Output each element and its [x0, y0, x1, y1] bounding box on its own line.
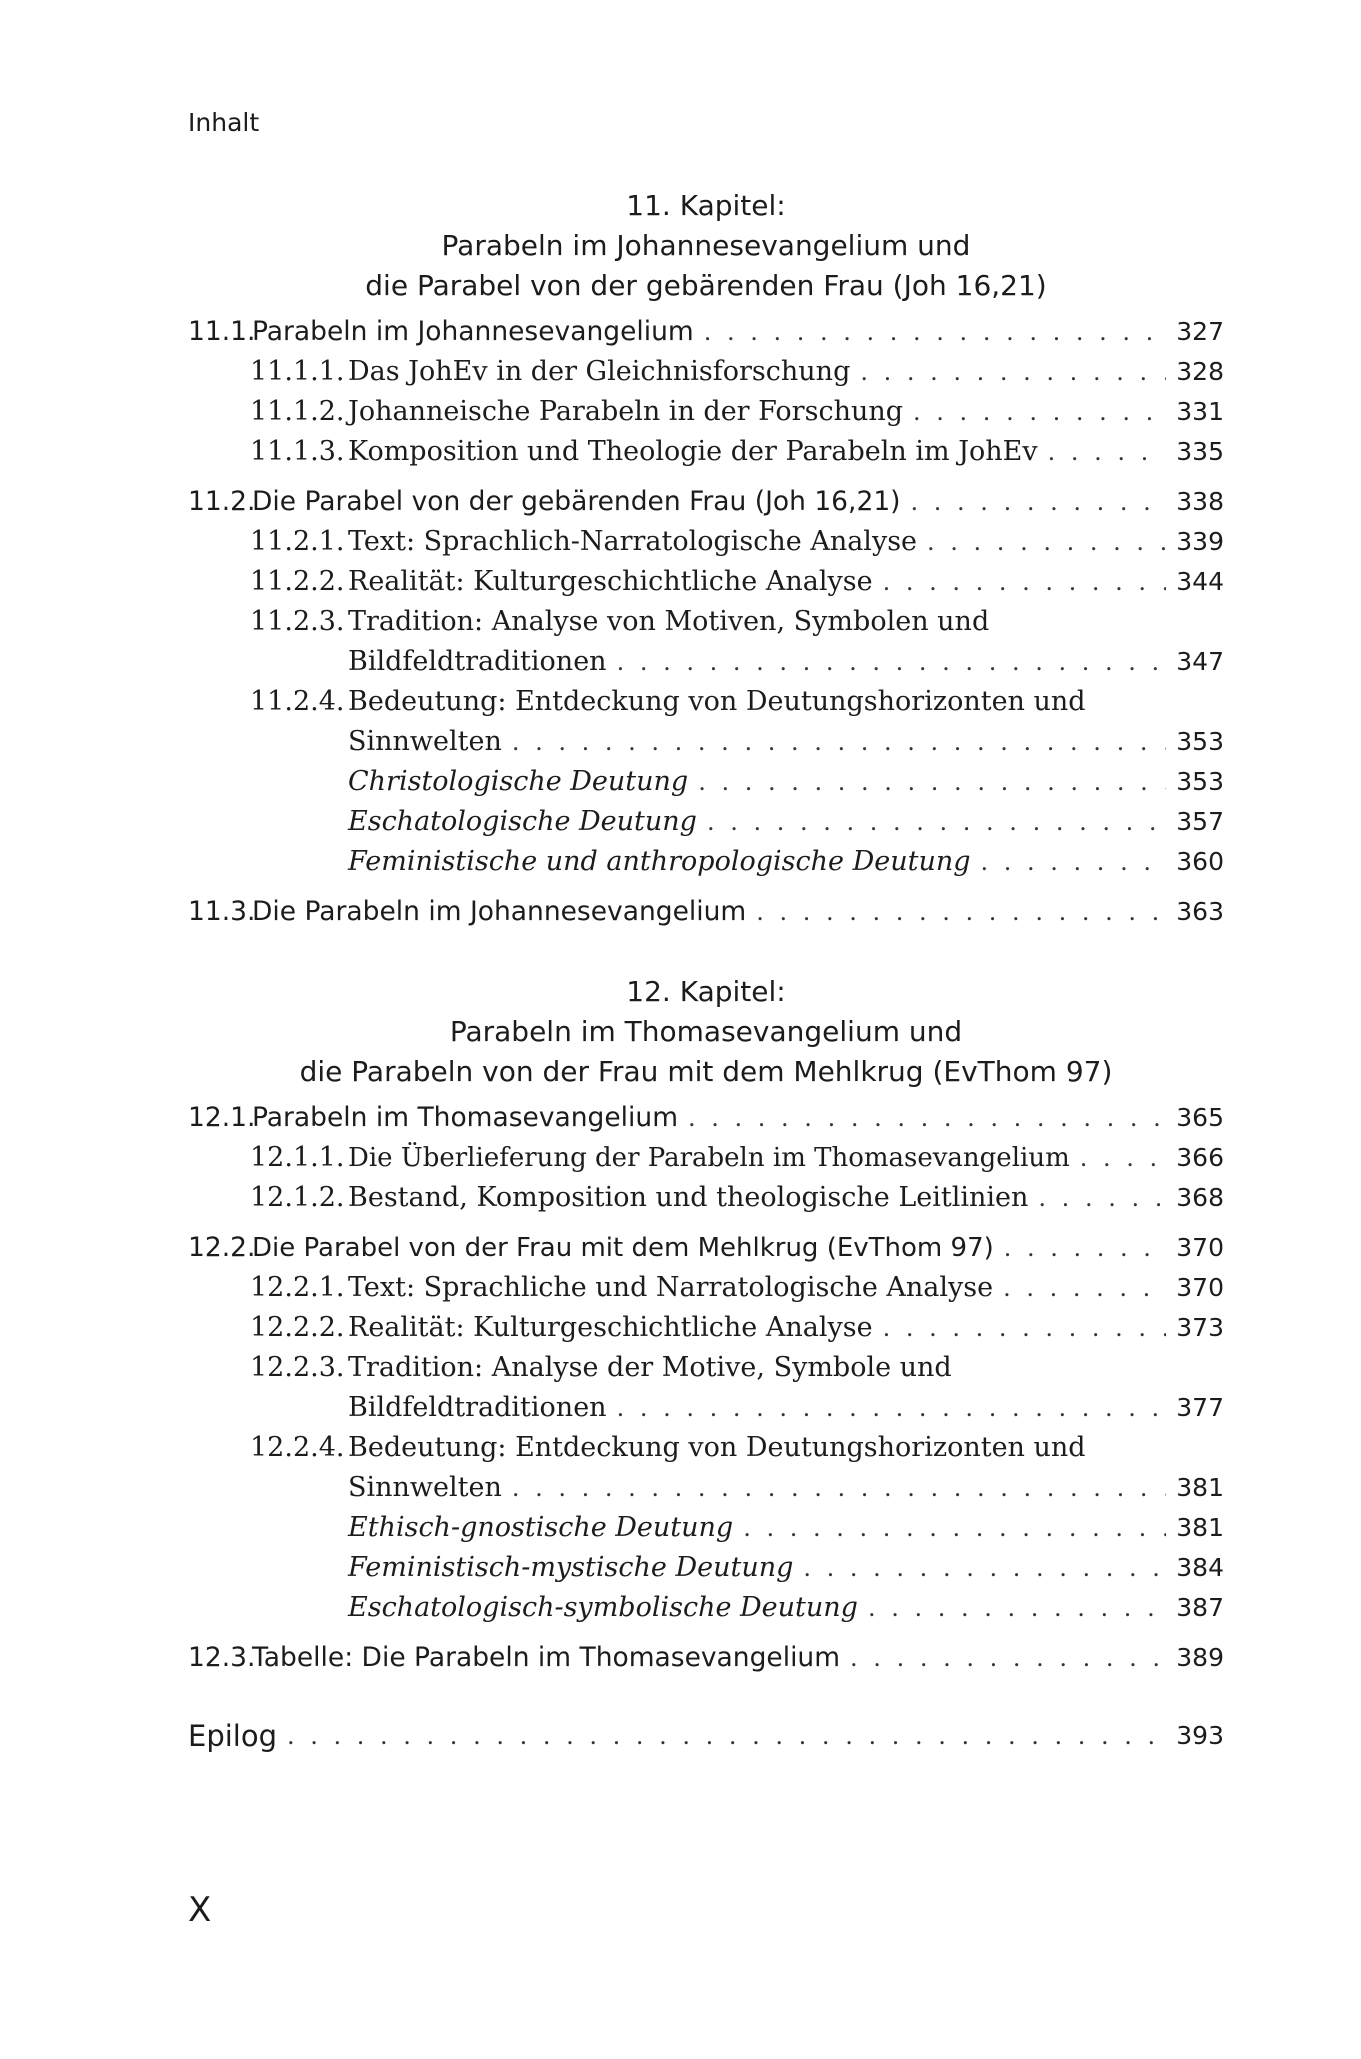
toc-entry-11-1-1[interactable]: [250, 352, 1224, 392]
leader-dots: [927, 522, 1166, 562]
page-number: 363: [1176, 897, 1224, 926]
section-number: 11.2.4.: [250, 686, 345, 717]
toc-entry-11-1-2[interactable]: [250, 392, 1224, 432]
toc-entry-11-2-3[interactable]: [348, 642, 1224, 682]
section-title: Johanneische Parabeln in der Forschung: [348, 396, 904, 427]
page-number: 331: [1176, 397, 1224, 426]
toc-entry-ethisch-gnostische-deutung[interactable]: [348, 1508, 1224, 1548]
section-title: Realität: Kulturgeschichtliche Analyse: [348, 1312, 873, 1343]
page-number: 347: [1176, 647, 1224, 676]
leader-dots: [688, 1098, 1166, 1138]
chapter-label: 12. Kapitel:: [626, 975, 786, 1008]
leader-dots: [617, 1388, 1167, 1428]
page-number: 387: [1176, 1593, 1224, 1622]
page-number: 357: [1176, 807, 1224, 836]
chapter-12-heading: [190, 972, 1222, 1092]
leader-dots: [860, 352, 1166, 392]
section-title: Die Parabel von der gebärenden Frau (Joh 16,21): [252, 486, 901, 517]
page-number: 335: [1176, 437, 1224, 466]
leader-dots: [1080, 1138, 1167, 1178]
page-number: 338: [1176, 487, 1224, 516]
section-title: Bedeutung: Entdeckung von Deutungshorizonten und: [348, 1432, 1086, 1463]
chapter-label: 11. Kapitel:: [626, 189, 786, 222]
chapter-11-heading: [190, 186, 1222, 306]
section-number: 11.1.1.: [250, 356, 345, 387]
leader-dots: [698, 762, 1166, 802]
page-number: 384: [1176, 1553, 1224, 1582]
chapter-title-line: die Parabeln von der Frau mit dem Mehlkrug (EvThom 97): [299, 1055, 1113, 1088]
section-title: Ethisch-gnostische Deutung: [348, 1512, 734, 1543]
chapter-title-line: Parabeln im Thomasevangelium und: [449, 1015, 963, 1048]
chapter-title-line: Parabeln im Johannesevangelium und: [441, 229, 971, 262]
section-title: Feministische und anthropologische Deutung: [348, 846, 971, 877]
section-number: 12.2.: [188, 1232, 256, 1263]
toc-entry-12-2-4-first-line[interactable]: [250, 1428, 1086, 1468]
section-number: 11.3.: [188, 896, 256, 927]
leader-dots: [707, 802, 1166, 842]
leader-dots: [756, 892, 1166, 932]
page-number: 353: [1176, 767, 1224, 796]
toc-entry-12-3[interactable]: [188, 1638, 1224, 1678]
section-number: 12.2.1.: [250, 1272, 345, 1303]
toc-entry-12-2-1[interactable]: [250, 1268, 1224, 1308]
leader-dots: [617, 642, 1167, 682]
toc-entry-epilog[interactable]: [188, 1716, 1224, 1756]
section-title: Eschatologische Deutung: [348, 806, 697, 837]
section-title: Bestand, Komposition und theologische Leitlinien: [348, 1182, 1029, 1213]
section-title-continued: Bildfeldtraditionen: [348, 646, 607, 677]
page-number: 381: [1176, 1473, 1224, 1502]
toc-entry-eschatologische-deutung[interactable]: [348, 802, 1224, 842]
page-number: 328: [1176, 357, 1224, 386]
section-title: Eschatologisch-symbolische Deutung: [348, 1592, 858, 1623]
toc-entry-12-2-4[interactable]: [348, 1468, 1224, 1508]
toc-entry-11-1-3[interactable]: [250, 432, 1224, 472]
toc-entry-11-2-4-first-line[interactable]: [250, 682, 1086, 722]
section-title-continued: Bildfeldtraditionen: [348, 1392, 607, 1423]
page-number: 365: [1176, 1103, 1224, 1132]
leader-dots: [743, 1508, 1166, 1548]
leader-dots: [1004, 1228, 1167, 1268]
section-title-continued: Sinnwelten: [348, 726, 502, 757]
leader-dots: [803, 1548, 1166, 1588]
page-number: 327: [1176, 317, 1224, 346]
leader-dots: [981, 842, 1167, 882]
section-number: 11.2.2.: [250, 566, 345, 597]
section-title: Die Parabel von der Frau mit dem Mehlkrug (EvThom 97): [252, 1233, 994, 1263]
section-title: Epilog: [188, 1719, 277, 1753]
page-number: 344: [1176, 567, 1224, 596]
page-number: 381: [1176, 1513, 1224, 1542]
leader-dots: [883, 562, 1167, 602]
page-number: 373: [1176, 1313, 1224, 1342]
leader-dots: [512, 722, 1166, 762]
page-number: 360: [1176, 847, 1224, 876]
page-number: 368: [1176, 1183, 1224, 1212]
section-title: Realität: Kulturgeschichtliche Analyse: [348, 566, 873, 597]
leader-dots: [1003, 1268, 1166, 1308]
section-number: 11.1.2.: [250, 396, 345, 427]
section-number: 11.2.3.: [250, 606, 345, 637]
section-title: Text: Sprachlich-Narratologische Analyse: [348, 526, 918, 557]
page-folio: X: [188, 1890, 212, 1930]
section-number: 11.2.1.: [250, 526, 345, 557]
toc-entry-eschatologisch-symbolische-deutung[interactable]: [348, 1588, 1224, 1628]
toc-entry-11-2-1[interactable]: [250, 522, 1224, 562]
toc-entry-12-2-3[interactable]: [348, 1388, 1224, 1428]
toc-entry-11-3[interactable]: [188, 892, 1224, 932]
section-title: Parabeln im Thomasevangelium: [252, 1102, 679, 1133]
leader-dots: [911, 482, 1167, 522]
page-number: 393: [1176, 1721, 1224, 1750]
section-number: 12.2.3.: [250, 1352, 345, 1383]
section-title: Tabelle: Die Parabeln im Thomasevangelium: [252, 1642, 841, 1673]
leader-dots: [1038, 1178, 1166, 1218]
section-number: 11.1.: [188, 316, 256, 347]
leader-dots: [287, 1716, 1166, 1756]
section-title: Die Parabeln im Johannesevangelium: [252, 896, 747, 927]
section-title: Feministisch-mystische Deutung: [348, 1552, 794, 1583]
toc-entry-12-2-2[interactable]: [250, 1308, 1224, 1348]
page-number: 377: [1176, 1393, 1224, 1422]
page-number: 366: [1176, 1143, 1224, 1172]
leader-dots: [883, 1308, 1167, 1348]
toc-entry-11-2[interactable]: [188, 482, 1224, 522]
page-number: 370: [1176, 1233, 1224, 1262]
page-number: 389: [1176, 1643, 1224, 1672]
section-number: 12.2.4.: [250, 1432, 345, 1463]
page-number: 370: [1176, 1273, 1224, 1302]
leader-dots: [1048, 432, 1167, 472]
toc-entry-12-1[interactable]: [188, 1098, 1224, 1138]
section-title: Tradition: Analyse der Motive, Symbole und: [348, 1352, 952, 1383]
toc-entry-12-2-3-first-line[interactable]: [250, 1348, 952, 1388]
section-title: Parabeln im Johannesevangelium: [252, 316, 694, 347]
section-title: Text: Sprachliche und Narratologische Analyse: [348, 1272, 994, 1303]
section-title: Die Überlieferung der Parabeln im Thomasevangelium: [348, 1143, 1070, 1173]
chapter-title-line: die Parabel von der gebärenden Frau (Joh 16,21): [365, 269, 1047, 302]
toc-entry-11-1[interactable]: [188, 312, 1224, 352]
section-title: Komposition und Theologie der Parabeln im JohEv: [348, 436, 1038, 467]
leader-dots: [913, 392, 1166, 432]
page-number: 353: [1176, 727, 1224, 756]
toc-entry-11-2-3-first-line[interactable]: [250, 602, 989, 642]
leader-dots: [704, 312, 1167, 352]
section-title: Tradition: Analyse von Motiven, Symbolen und: [348, 606, 990, 637]
toc-entry-12-1-1[interactable]: [250, 1138, 1224, 1178]
page-number: 339: [1176, 527, 1224, 556]
section-title: Christologische Deutung: [348, 766, 689, 797]
section-number: 12.1.: [188, 1102, 256, 1133]
leader-dots: [850, 1638, 1166, 1678]
section-number: 12.1.2.: [250, 1182, 345, 1213]
section-number: 12.3.: [188, 1642, 256, 1673]
running-head: Inhalt: [188, 108, 260, 137]
toc-entry-feministisch-mystische-deutung[interactable]: [348, 1548, 1224, 1588]
toc-entry-11-2-4[interactable]: [348, 722, 1224, 762]
toc-entry-feministische-deutung[interactable]: [348, 842, 1224, 882]
section-number: 12.1.1.: [250, 1142, 345, 1173]
section-title: Bedeutung: Entdeckung von Deutungshorizonten und: [348, 686, 1086, 717]
section-number: 11.1.3.: [250, 436, 345, 467]
leader-dots: [868, 1588, 1166, 1628]
leader-dots: [512, 1468, 1166, 1508]
section-number: 11.2.: [188, 486, 256, 517]
section-title-continued: Sinnwelten: [348, 1472, 502, 1503]
toc-entry-christologische-deutung[interactable]: [348, 762, 1224, 802]
section-number: 12.2.2.: [250, 1312, 345, 1343]
toc-entry-11-2-2[interactable]: [250, 562, 1224, 602]
toc-entry-12-1-2[interactable]: [250, 1178, 1224, 1218]
section-title: Das JohEv in der Gleichnisforschung: [348, 356, 851, 387]
toc-entry-12-2[interactable]: [188, 1228, 1224, 1268]
